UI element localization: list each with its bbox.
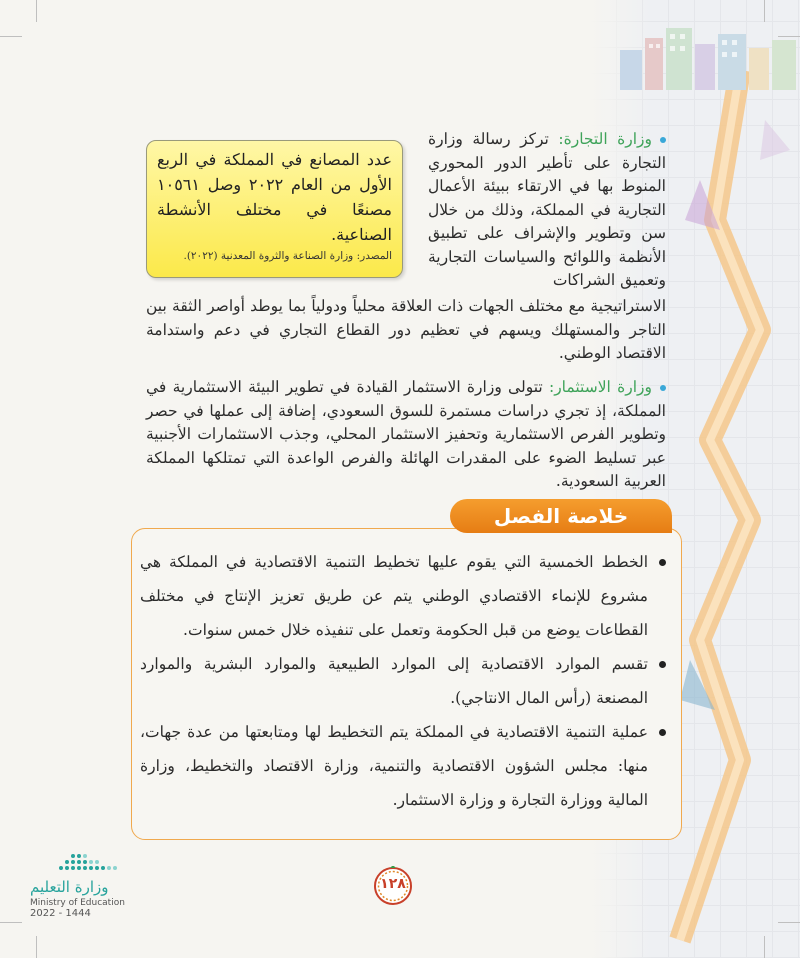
bullet-icon bbox=[660, 385, 666, 391]
investment-term: وزارة الاستثمار: bbox=[548, 378, 652, 396]
page-number: ١٢٨ bbox=[380, 876, 406, 892]
bullet-icon bbox=[660, 137, 666, 143]
summary-item: تقسم الموارد الاقتصادية إلى الموارد الطبيعية والموارد البشرية والموارد المصنعة (رأس المال الانتاجي). bbox=[140, 647, 670, 715]
summary-title: خلاصة الفصل bbox=[450, 499, 672, 533]
commerce-paragraph-narrow bbox=[428, 128, 666, 293]
page-number-badge bbox=[373, 866, 413, 906]
crop-mark bbox=[764, 936, 765, 958]
summary-list bbox=[140, 545, 670, 817]
ministry-dots-icon bbox=[55, 852, 135, 874]
city-buildings-icon bbox=[600, 20, 800, 90]
commerce-text-narrow: تركز رسالة وزارة التجارة على تأطير الدور المحوري المنوط بها في الارتقاء ببيئة الأعمال التجارية في المملكة، وذلك من خلال سن وتطوير والإشراف على تطبيق الأنظمة واللوائح والسياسات التجارية وتعميق الشراكات bbox=[428, 130, 666, 289]
commerce-term: وزارة التجارة: bbox=[558, 130, 652, 148]
factories-info-box bbox=[146, 140, 403, 278]
crop-mark bbox=[0, 922, 22, 923]
crop-mark bbox=[764, 0, 765, 22]
summary-item: الخطط الخمسية التي يقوم عليها تخطيط التنمية الاقتصادية في المملكة هي مشروع للإنماء الاقتصادي الوطني يتم عن طريق تعزيز الإنتاج في مختلف القطاعات يوضع من قبل الحكومة وتعمل على تنفيذه خلال خمس سنوات. bbox=[140, 545, 670, 647]
ministry-name-ar: وزارة التعليم bbox=[30, 878, 109, 896]
investment-paragraph bbox=[146, 376, 666, 494]
ministry-year: 2022 - 1444 bbox=[30, 908, 91, 919]
info-box-text: عدد المصانع في المملكة في الربع الأول من العام ٢٠٢٢ وصل ١٠٥٦١ مصنعًا في مختلف الأنشطة الصناعية. bbox=[157, 150, 392, 244]
commerce-paragraph-wide: الاستراتيجية مع مختلف الجهات ذات العلاقة محلياً ودولياً بما يوطد أواصر الثقة بين التاجر والمستهلك ويسهم في تعظيم دور القطاع التجاري في دعم واستدامة الاقتصاد الوطني. bbox=[146, 297, 666, 362]
crop-mark bbox=[778, 36, 800, 37]
investment-text: تتولى وزارة الاستثمار القيادة في تطوير البيئة الاستثمارية في المملكة، إذ تجري دراسات مستمرة للسوق السعودي، إضافة إلى عملها في حصر وتطوير الفرص الاستثمارية وتحفيز الاستثمار المحلي، وجذب الاستثمارات الأجنبية عبر تسليط الضوء على المقدرات الهائلة والفرص الواعدة التي تمتلكها المملكة العربية السعودية. bbox=[146, 378, 666, 490]
crop-mark bbox=[0, 36, 22, 37]
crop-mark bbox=[778, 922, 800, 923]
info-box-source: المصدر: وزارة الصناعة والثروة المعدنية (٢٠٢٢). bbox=[183, 250, 392, 262]
summary-item: عملية التنمية الاقتصادية في المملكة يتم التخطيط لها ومتابعتها من عدة جهات، منها: مجلس الشؤون الاقتصادية والتنمية، وزارة الاقتصاد والتخطيط، وزارة المالية ووزارة التجارة و وزارة الاستثمار. bbox=[140, 715, 670, 817]
ministry-logo bbox=[30, 852, 150, 919]
crop-mark bbox=[36, 936, 37, 958]
crop-mark bbox=[36, 0, 37, 22]
ministry-name-en: Ministry of Education bbox=[30, 898, 125, 908]
